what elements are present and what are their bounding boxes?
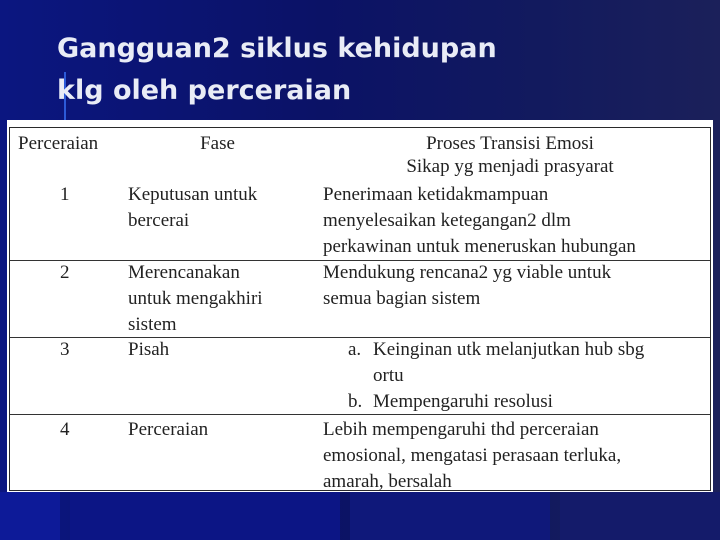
footer-square xyxy=(70,492,340,540)
row-4-proses-line: Lebih mempengaruhi thd perceraian xyxy=(323,419,599,440)
header-perceraian: Perceraian xyxy=(18,133,99,154)
row-1-fase-line: bercerai xyxy=(128,210,190,231)
row-1-proses-line: perkawinan untuk meneruskan hubungan xyxy=(323,236,636,257)
row-2-proses-line: Mendukung rencana2 yg viable untuk xyxy=(323,262,612,283)
row-divider xyxy=(10,414,710,415)
row-3-proses-item-b xyxy=(348,389,708,415)
table-image xyxy=(7,120,713,492)
row-4-proses xyxy=(323,417,621,495)
row-3-proses-item-a xyxy=(348,337,708,389)
row-2-number: 2 xyxy=(60,262,70,283)
row-1-fase-line: Keputusan untuk xyxy=(128,184,258,205)
divorce-phases-table xyxy=(9,127,711,491)
list-marker: a. xyxy=(348,339,362,360)
list-item-line: ortu xyxy=(373,365,404,386)
footer-decoration xyxy=(0,492,720,540)
slide-title-line-1: Gangguan2 siklus kehidupan xyxy=(57,33,497,64)
slide-title xyxy=(57,28,697,112)
row-4-fase xyxy=(128,417,208,443)
row-4-proses-line: emosional, mengatasi perasaan terluka, xyxy=(323,445,622,466)
row-4-number: 4 xyxy=(60,419,70,440)
footer-square xyxy=(0,492,60,540)
row-4-proses-line: amarah, bersalah xyxy=(323,471,452,492)
slide-title-line-2: klg oleh perceraian xyxy=(57,75,352,106)
row-2-proses xyxy=(323,260,611,312)
footer-square xyxy=(560,492,720,540)
row-2-fase xyxy=(128,260,263,338)
row-3-number: 3 xyxy=(60,339,70,360)
row-2-fase-line: untuk mengakhiri xyxy=(128,288,263,309)
header-proses-sub: Sikap yg menjadi prasyarat xyxy=(406,156,614,177)
row-1-fase xyxy=(128,182,257,234)
header-proses: Proses Transisi Emosi xyxy=(426,133,594,154)
footer-square xyxy=(350,492,550,540)
list-item-text xyxy=(373,389,553,415)
row-2-fase-line: sistem xyxy=(128,314,177,335)
list-item-line: Mempengaruhi resolusi xyxy=(373,391,553,412)
row-1-number: 1 xyxy=(60,184,70,205)
row-1-proses-line: menyelesaikan ketegangan2 dlm xyxy=(323,210,571,231)
row-1-proses xyxy=(323,182,636,260)
list-item-text xyxy=(373,337,644,389)
row-3-fase xyxy=(128,337,169,363)
list-item-line: Keinginan utk melanjutkan hub sbg xyxy=(373,339,645,360)
header-fase: Fase xyxy=(200,133,235,154)
row-2-fase-line: Merencanakan xyxy=(128,262,240,283)
list-marker: b. xyxy=(348,391,363,412)
row-1-proses-line: Penerimaan ketidakmampuan xyxy=(323,184,549,205)
row-4-fase-line: Perceraian xyxy=(128,419,209,440)
row-3-fase-line: Pisah xyxy=(128,339,170,360)
row-2-proses-line: semua bagian sistem xyxy=(323,288,481,309)
